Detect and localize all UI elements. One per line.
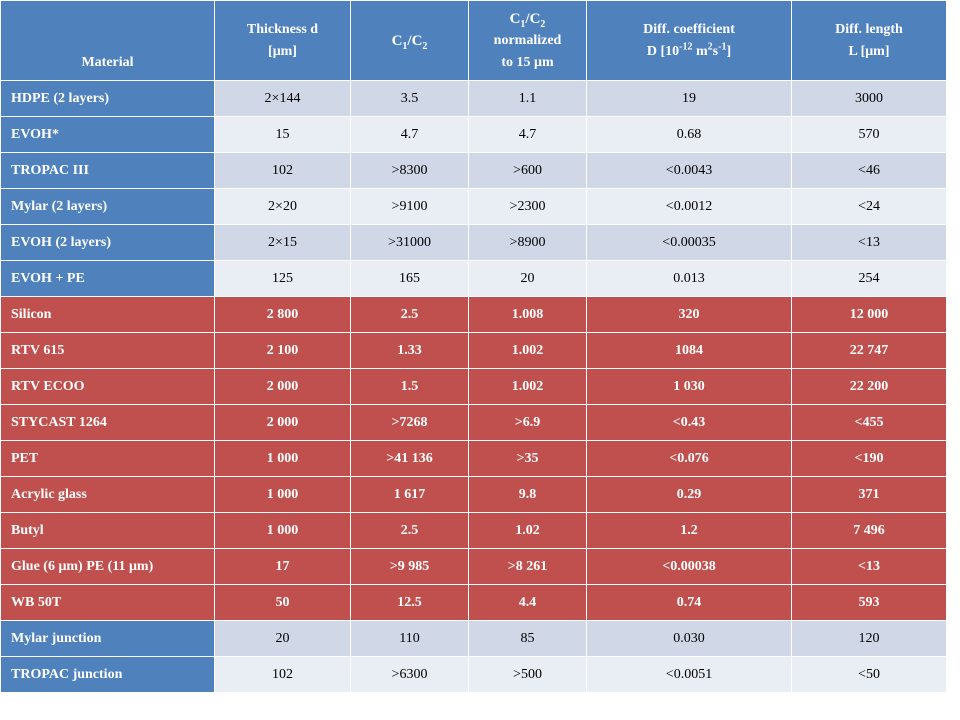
cell-diff-len: <13 [792, 549, 947, 585]
cell-diff-coef: 0.68 [587, 117, 792, 153]
table-row [1, 153, 947, 189]
cell-normalized: 1.1 [469, 81, 587, 117]
cell-material: Acrylic glass [1, 477, 215, 513]
table-row [1, 117, 947, 153]
cell-normalized: 1.02 [469, 513, 587, 549]
cell-ratio: 1.33 [351, 333, 469, 369]
cell-ratio: 1 617 [351, 477, 469, 513]
cell-ratio: >6300 [351, 657, 469, 693]
cell-normalized: 1.002 [469, 333, 587, 369]
table-row [1, 81, 947, 117]
cell-normalized: 20 [469, 261, 587, 297]
cell-diff-len: 22 200 [792, 369, 947, 405]
cell-diff-len: 570 [792, 117, 947, 153]
header-row [1, 1, 947, 81]
cell-normalized: 1.002 [469, 369, 587, 405]
cell-material: HDPE (2 layers) [1, 81, 215, 117]
cell-diff-coef: <0.0043 [587, 153, 792, 189]
cell-diff-len: <190 [792, 441, 947, 477]
table-row [1, 441, 947, 477]
cell-ratio: >7268 [351, 405, 469, 441]
table-row [1, 621, 947, 657]
cell-diff-coef: 0.29 [587, 477, 792, 513]
cell-thickness: 2 100 [215, 333, 351, 369]
cell-diff-coef: <0.00038 [587, 549, 792, 585]
cell-diff-coef: 1.2 [587, 513, 792, 549]
cell-diff-len: 371 [792, 477, 947, 513]
table-row [1, 585, 947, 621]
cell-ratio: 4.7 [351, 117, 469, 153]
cell-diff-len: <13 [792, 225, 947, 261]
cell-normalized: >6.9 [469, 405, 587, 441]
table-row [1, 513, 947, 549]
cell-material: EVOH + PE [1, 261, 215, 297]
cell-normalized: 85 [469, 621, 587, 657]
table-row [1, 333, 947, 369]
table-row [1, 477, 947, 513]
cell-normalized: 1.008 [469, 297, 587, 333]
cell-ratio: >8300 [351, 153, 469, 189]
cell-material: TROPAC III [1, 153, 215, 189]
cell-thickness: 2×20 [215, 189, 351, 225]
header-material: Material [1, 1, 215, 81]
table-row [1, 225, 947, 261]
cell-thickness: 2 000 [215, 405, 351, 441]
cell-material: EVOH* [1, 117, 215, 153]
cell-thickness: 2×15 [215, 225, 351, 261]
cell-thickness: 1 000 [215, 441, 351, 477]
cell-material: Mylar junction [1, 621, 215, 657]
cell-ratio: 2.5 [351, 513, 469, 549]
cell-thickness: 1 000 [215, 513, 351, 549]
cell-thickness: 102 [215, 153, 351, 189]
cell-thickness: 2 800 [215, 297, 351, 333]
cell-diff-len: 22 747 [792, 333, 947, 369]
cell-thickness: 1 000 [215, 477, 351, 513]
cell-thickness: 17 [215, 549, 351, 585]
cell-material: PET [1, 441, 215, 477]
cell-material: Glue (6 μm) PE (11 μm) [1, 549, 215, 585]
cell-thickness: 15 [215, 117, 351, 153]
cell-diff-coef: 19 [587, 81, 792, 117]
header-ratio: $C_1/C_2$ [351, 1, 469, 81]
cell-material: WB 50T [1, 585, 215, 621]
table-row [1, 189, 947, 225]
cell-thickness: 2×144 [215, 81, 351, 117]
cell-ratio: 3.5 [351, 81, 469, 117]
cell-diff-coef: <0.00035 [587, 225, 792, 261]
cell-diff-coef: <0.076 [587, 441, 792, 477]
cell-material: EVOH (2 layers) [1, 225, 215, 261]
table-row [1, 549, 947, 585]
cell-ratio: 1.5 [351, 369, 469, 405]
cell-diff-coef: 0.74 [587, 585, 792, 621]
cell-ratio: 12.5 [351, 585, 469, 621]
cell-ratio: >9100 [351, 189, 469, 225]
cell-diff-len: 3000 [792, 81, 947, 117]
header-diff-coefficient: Diff. coefficient D [$10^{-12}$ $m^2s^{-1}$] [587, 1, 792, 81]
table-body [1, 81, 947, 693]
cell-normalized: 4.4 [469, 585, 587, 621]
cell-material: Mylar (2 layers) [1, 189, 215, 225]
header-diff-length: Diff. length L [μm] [792, 1, 947, 81]
cell-ratio: 165 [351, 261, 469, 297]
cell-diff-coef: <0.0012 [587, 189, 792, 225]
cell-thickness: 2 000 [215, 369, 351, 405]
cell-material: Silicon [1, 297, 215, 333]
cell-diff-coef: <0.43 [587, 405, 792, 441]
cell-material: RTV 615 [1, 333, 215, 369]
cell-material: RTV ECOO [1, 369, 215, 405]
cell-diff-len: <50 [792, 657, 947, 693]
cell-ratio: >9 985 [351, 549, 469, 585]
cell-diff-coef: 320 [587, 297, 792, 333]
cell-diff-len: <455 [792, 405, 947, 441]
cell-material: STYCAST 1264 [1, 405, 215, 441]
table-row [1, 369, 947, 405]
cell-diff-coef: 1 030 [587, 369, 792, 405]
cell-diff-len: 12 000 [792, 297, 947, 333]
cell-normalized: >2300 [469, 189, 587, 225]
cell-thickness: 50 [215, 585, 351, 621]
table-row [1, 297, 947, 333]
cell-thickness: 102 [215, 657, 351, 693]
cell-diff-coef: 0.013 [587, 261, 792, 297]
cell-material: TROPAC junction [1, 657, 215, 693]
cell-diff-coef: 1084 [587, 333, 792, 369]
cell-ratio: 110 [351, 621, 469, 657]
cell-diff-coef: <0.0051 [587, 657, 792, 693]
cell-normalized: 4.7 [469, 117, 587, 153]
cell-diff-coef: 0.030 [587, 621, 792, 657]
cell-thickness: 20 [215, 621, 351, 657]
cell-material: Butyl [1, 513, 215, 549]
cell-diff-len: <46 [792, 153, 947, 189]
cell-diff-len: 254 [792, 261, 947, 297]
cell-ratio: >41 136 [351, 441, 469, 477]
table-row [1, 657, 947, 693]
cell-thickness: 125 [215, 261, 351, 297]
cell-diff-len: <24 [792, 189, 947, 225]
cell-normalized: >500 [469, 657, 587, 693]
table-row [1, 405, 947, 441]
header-normalized: $C_1/C_2$ normalized to 15 μm [469, 1, 587, 81]
cell-ratio: >31000 [351, 225, 469, 261]
cell-normalized: >8 261 [469, 549, 587, 585]
cell-ratio: 2.5 [351, 297, 469, 333]
cell-normalized: >600 [469, 153, 587, 189]
header-thickness: Thickness d [μm] [215, 1, 351, 81]
cell-diff-len: 120 [792, 621, 947, 657]
cell-diff-len: 7 496 [792, 513, 947, 549]
table-row [1, 261, 947, 297]
cell-normalized: >8900 [469, 225, 587, 261]
cell-diff-len: 593 [792, 585, 947, 621]
cell-normalized: >35 [469, 441, 587, 477]
cell-normalized: 9.8 [469, 477, 587, 513]
